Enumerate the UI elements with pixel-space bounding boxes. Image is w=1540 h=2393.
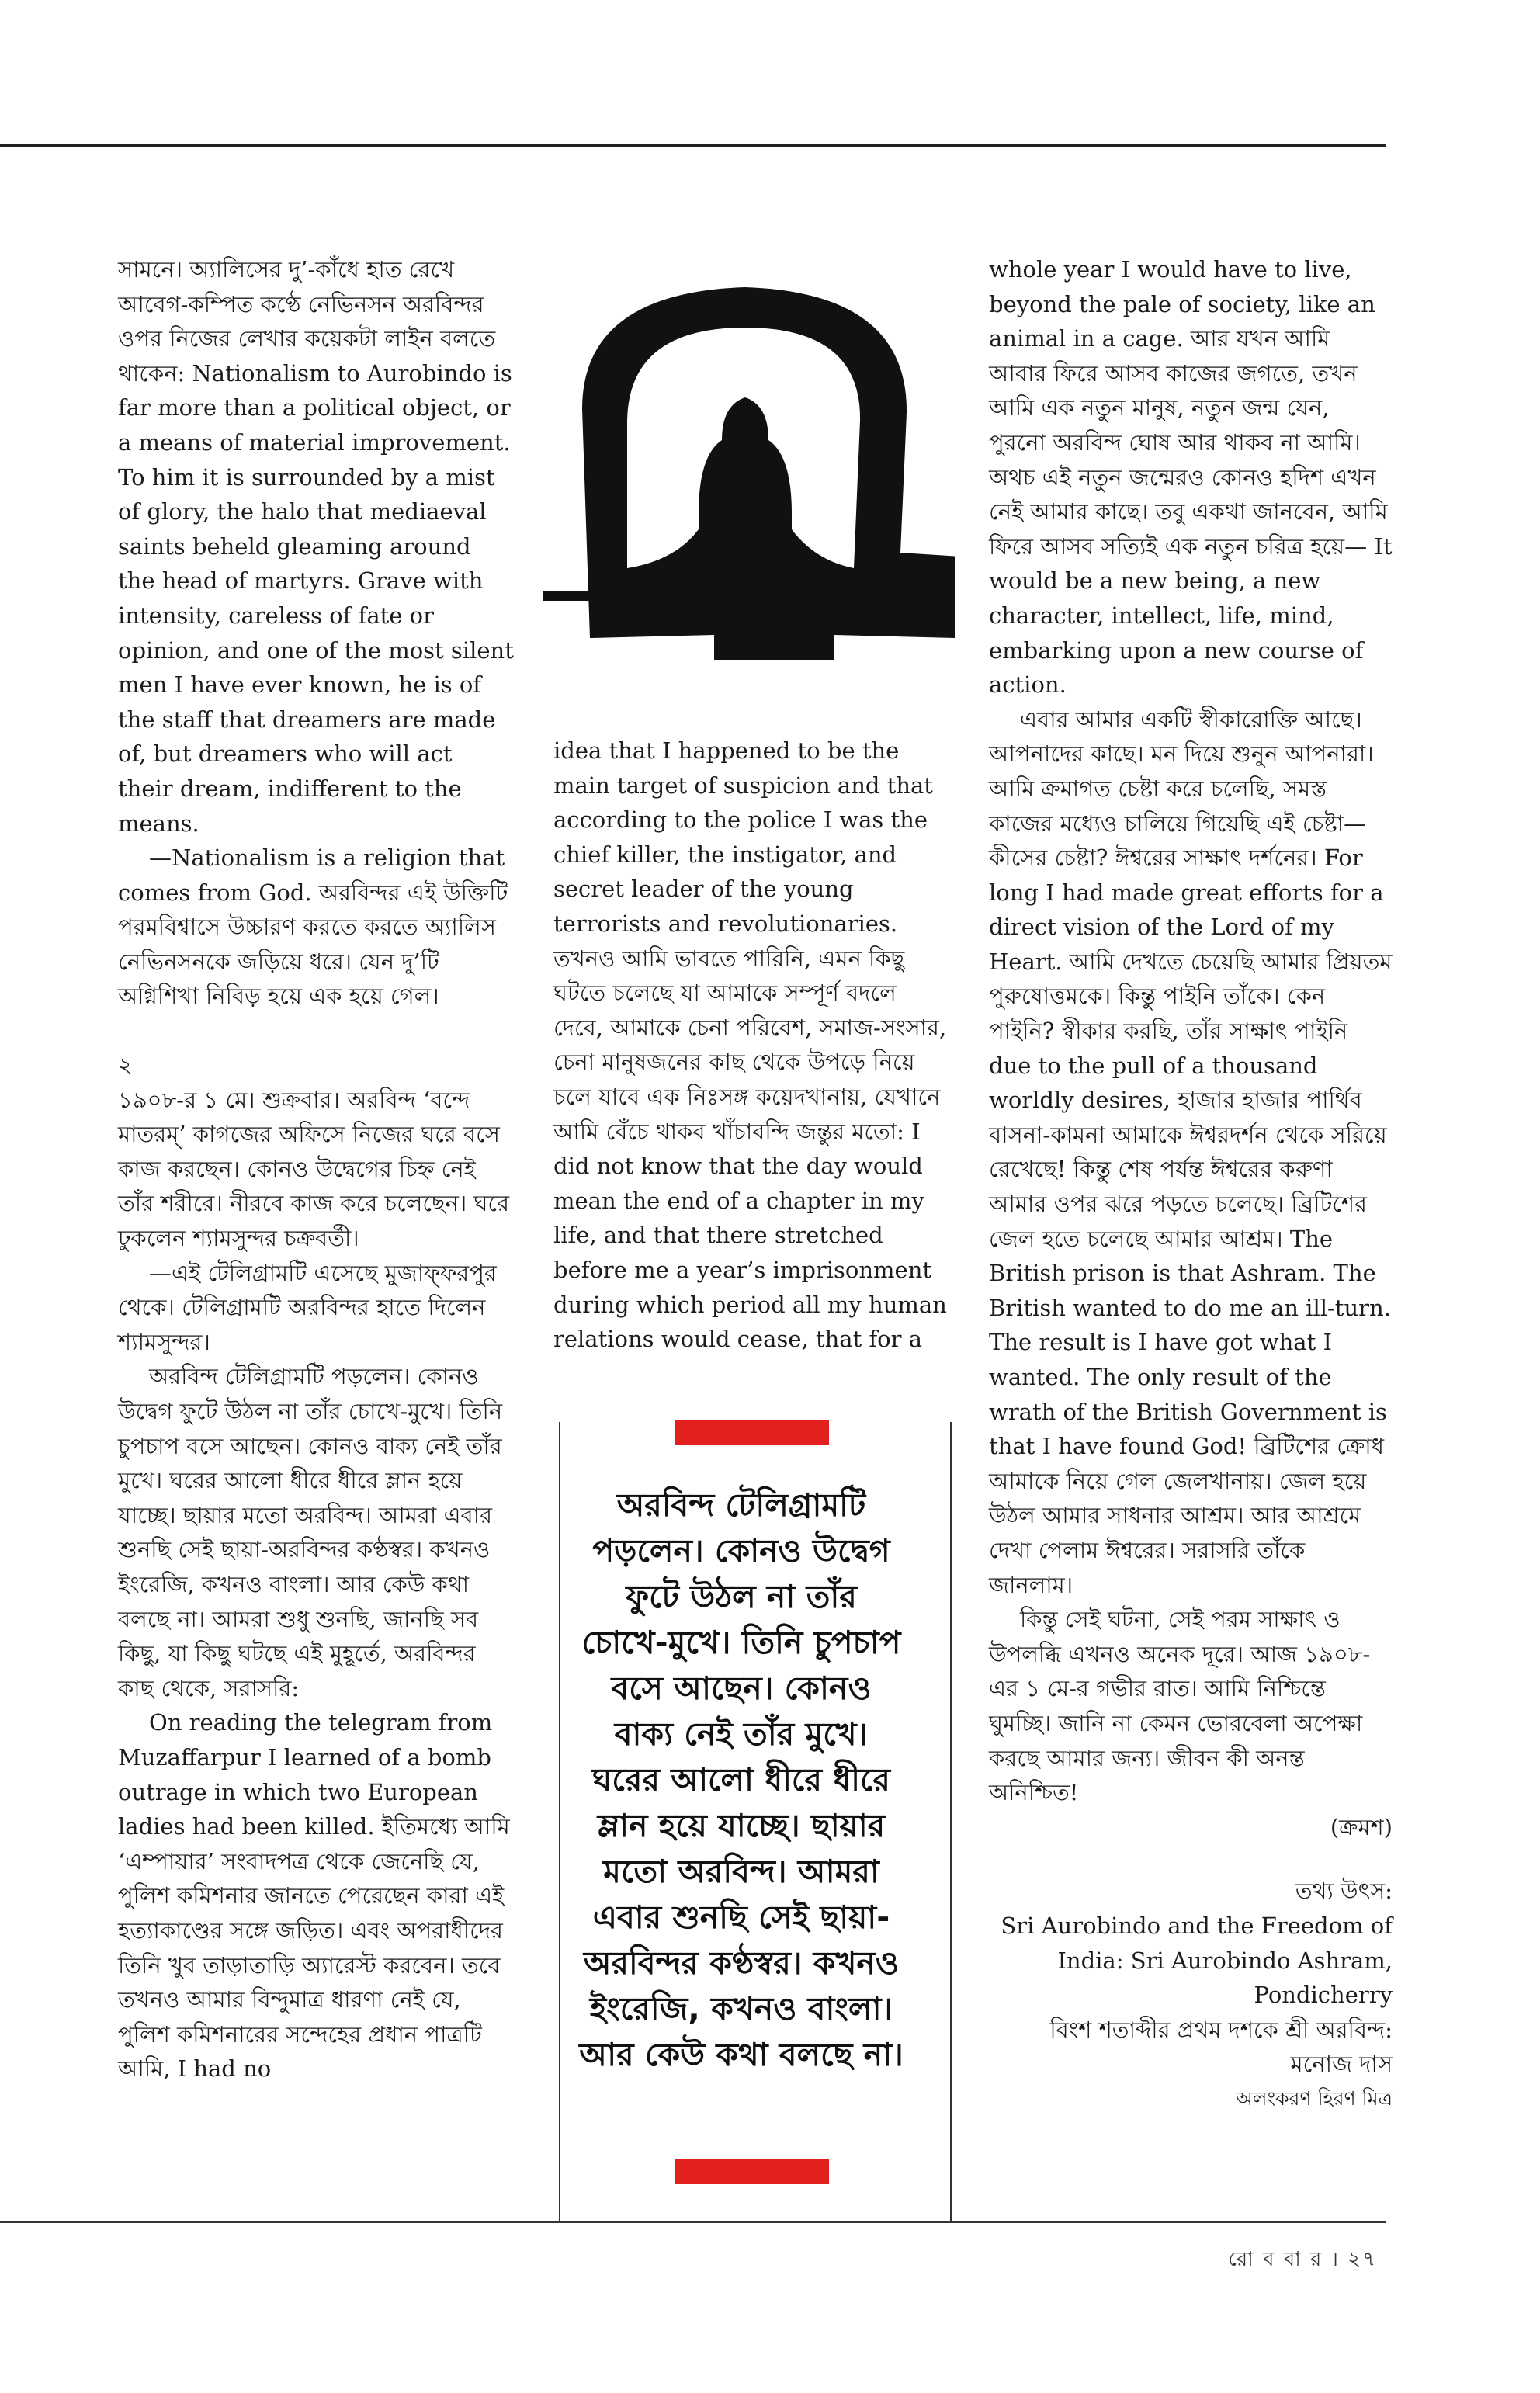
to-be-continued: (ক্রমশ)	[1330, 1813, 1393, 1840]
paragraph: —এই টেলিগ্রামটি এসেছে মুজাফ্‌ফরপুর থেকে। টেলিগ্রামটি অরবিন্দর হাতে দিলেন শ্যামসুন্দর।	[118, 1259, 497, 1355]
article-column-middle	[553, 734, 949, 1357]
pull-quote: অরবিন্দ টেলিগ্রামটি পড়লেন। কোনও উদ্বেগ ফুটে উঠল না তাঁর চোখে-মুখে। তিনি চুপচাপ বসে আছেন। কোনও বাক্য নেই তাঁর মুখে। ঘরের আলো ধীরে ধীরে ম্লান হয়ে যাচ্ছে। ছায়ার মতো অরবিন্দ। আমরা এবার শুনছি সেই ছায়া-অরবিন্দর কণ্ঠস্বর। কখনও ইংরেজি, কখনও বাংলা। আর কেউ কথা বলছে না।	[579, 1486, 904, 2073]
article-column-left	[118, 252, 514, 2086]
section-number: ২	[118, 1052, 133, 1079]
pull-quote-bottom-bar	[675, 2159, 829, 2184]
column-divider-right	[950, 1422, 952, 2221]
paragraph: On reading the telegram from Muzaffarpur I learned of a bomb outrage in which two European ladies had been killed. ইতিমধ্যে আমি ‘এম্পায়ার’ সংবাদপত্র থেকে জেনেছি যে, পুলিশ কমিশনার জানতে পেরেছেন কারা এই হত্যাকাণ্ডের সঙ্গে জড়িত। এবং অপরাধীদের তিনি খুব তাড়াতাড়ি অ্যারেস্ট করবেন। তবে তখনও আমার বিন্দুমাত্র ধারণা নেই যে, পুলিশ কমিশনারের সন্দেহের প্রধান পাত্রটি আমি, I had no	[118, 1709, 510, 2083]
article-column-right	[989, 252, 1393, 2116]
top-rule	[0, 144, 1386, 147]
paragraph: কিন্তু সেই ঘটনা, সেই পরম সাক্ষাৎ ও উপলব্ধি এখনও অনেক দূরে। আজ ১৯০৮-এর ১ মে-র গভীর রাত। আমি নিশ্চিন্তে ঘুমচ্ছি। জানি না কেমন ভোরবেলা অপেক্ষা করছে আমার জন্য। জীবন কী অনন্ত অনিশ্চিত!	[989, 1606, 1371, 1806]
pull-quote-top-bar	[675, 1420, 829, 1445]
sources-block	[989, 1874, 1393, 2082]
paragraph: idea that I happened to be the main target of suspicion and that according to the police I was the chief killer, the instigator, and secret leader of the young terrorists and revolutionaries. তখনও আমি ভাবতে পারিনি, এমন কিছু ঘটতে চলেছে যা আমাকে সম্পূর্ণ বদলে দেবে, আমাকে চেনা পরিবেশ, সমাজ-সংসার, চেনা মানুষজনের কাছ থেকে উপড়ে নিয়ে চলে যাবে এক নিঃসঙ্গ কয়েদখানায়, যেখানে আমি বেঁচে থাকব খাঁচাবন্দি জন্তুর মতো: I did not know that the day would mean the end of a chapter in my life, and that there stretched before me a year’s imprisonment during which period all my human relations would cease, that for a	[553, 737, 947, 1353]
paragraph: সামনে। অ্যালিসের দু’-কাঁধে হাত রেখে আবেগ-কম্পিত কণ্ঠে নেভিনসন অরবিন্দর ওপর নিজের লেখার কয়েকটা লাইন বলতে থাকেন: Nationalism to Aurobindo is far more than a political object, or a means of material improvement. To him it is surrounded by a mist of glory, the halo that mediaeval saints beheld gleaming around the head of martyrs. Grave with intensity, careless of fate or opinion, and one of the most silent men I have ever known, he is of the staff that dreamers are made of, but dreamers who will act their dream, indifferent to the means.	[118, 256, 514, 837]
folio-separator: ।	[1330, 2248, 1340, 2271]
illustrator-credit: অলংকরণ হিরণ মিত্র	[1236, 2086, 1393, 2110]
bottom-rule	[0, 2221, 1386, 2223]
source-entry: Sri Aurobindo and the Freedom of India: Sri Aurobindo Ashram, Pondicherry	[1001, 1912, 1393, 2009]
paragraph: এবার আমার একটি স্বীকারোক্তি আছে। আপনাদের কাছে। মন দিয়ে শুনুন আপনারা। আমি ক্রমাগত চেষ্টা করে চলেছি, সমস্ত কাজের মধ্যেও চালিয়ে গিয়েছি এই চেষ্টা— কীসের চেষ্টা? ঈশ্বরের সাক্ষাৎ দর্শনের। For long I had made great efforts for a direct vision of the Lord of my Heart. আমি দেখতে চেয়েছি আমার প্রিয়তম পুরুষোত্তমকে। কিন্তু পাইনি তাঁকে। কেন পাইনি? স্বীকার করছি, তাঁর সাক্ষাৎ পাইনি due to the pull of a thousand worldly desires, হাজার হাজার পার্থিব বাসনা-কামনা আমাকে ঈশ্বরদর্শন থেকে সরিয়ে রেখেছে! কিন্তু শেষ পর্যন্ত ঈশ্বরের করুণা আমার ওপর ঝরে পড়তে চলেছে। ব্রিটিশের জেল হতে চলেছে আমার আশ্রম। The British prison is that Ashram. The British wanted to do me an ill-turn. The result is I have got what I wanted. The only result of the wrath of the British Government is that I have found God! ব্রিটিশের ক্রোধ আমাকে নিয়ে গেল জেলখানায়। জেল হয়ে উঠল আমার সাধনার আশ্রম। আর আশ্রমে দেখা পেলাম ঈশ্বরের। সরাসরি তাঁকে জানলাম।	[989, 706, 1393, 1598]
page-number: ২৭	[1348, 2248, 1377, 2271]
folio	[1228, 2243, 1377, 2277]
paragraph: অরবিন্দ টেলিগ্রামটি পড়লেন। কোনও উদ্বেগ ফুটে উঠল না তাঁর চোখে-মুখে। তিনি চুপচাপ বসে আছেন। কোনও বাক্য নেই তাঁর মুখে। ঘরের আলো ধীরে ধীরে ম্লান হয়ে যাচ্ছে। ছায়ার মতো অরবিন্দ। আমরা এবার শুনছি সেই ছায়া-অরবিন্দর কণ্ঠস্বর। কখনও ইংরেজি, কখনও বাংলা। আর কেউ কথা বলছে না। আমরা শুধু শুনছি, জানছি সব কিছু, যা কিছু ঘটছে এই মুহূর্তে, অরবিন্দর কাছ থেকে, সরাসরি:	[118, 1363, 503, 1701]
paragraph: —Nationalism is a religion that comes from God. অরবিন্দর এই উক্তিটি পরমবিশ্বাসে উচ্চারণ করতে করতে অ্যালিস নেভিনসনকে জড়িয়ে ধরে। যেন দু’টি অগ্নিশিখা নিবিড় হয়ে এক হয়ে গেল।	[118, 844, 508, 1010]
magazine-name: রো ব বা র	[1228, 2248, 1323, 2271]
paragraph: whole year I would have to live, beyond the pale of society, like an animal in a cage. আর যখন আমি আবার ফিরে আসব কাজের জগতে, তখন আমি এক নতুন মানুষ, নতুন জন্ম যেন, পুরনো অরবিন্দ ঘোষ আর থাকব না আমি। অথচ এই নতুন জন্মেরও কোনও হদিশ এখন নেই আমার কাছে। তবু একথা জানবেন, আমি ফিরে আসব সত্যিই এক নতুন চরিত্র হয়ে— It would be a new being, a new character, intellect, life, mind, embarking upon a new course of action.	[989, 256, 1393, 699]
paragraph: ১৯০৮-র ১ মে। শুক্রবার। অরবিন্দ ‘বন্দে মাতরম্’ কাগজের অফিসে নিজের ঘরে বসে কাজ করছেন। কোনও উদ্বেগের চিহ্ন নেই তাঁর শরীরে। নীরবে কাজ করে চলেছেন। ঘরে ঢুকলেন শ্যামসুন্দর চক্রবর্তী।	[118, 1086, 510, 1252]
sources-label: তথ্য উৎস:	[1295, 1878, 1393, 1905]
meditating-figure-illustration	[536, 250, 955, 700]
column-divider-left	[559, 1422, 560, 2221]
source-entry: বিংশ শতাব্দীর প্রথম দশকে শ্রী অরবিন্দ: মনোজ দাস	[1049, 2016, 1393, 2078]
